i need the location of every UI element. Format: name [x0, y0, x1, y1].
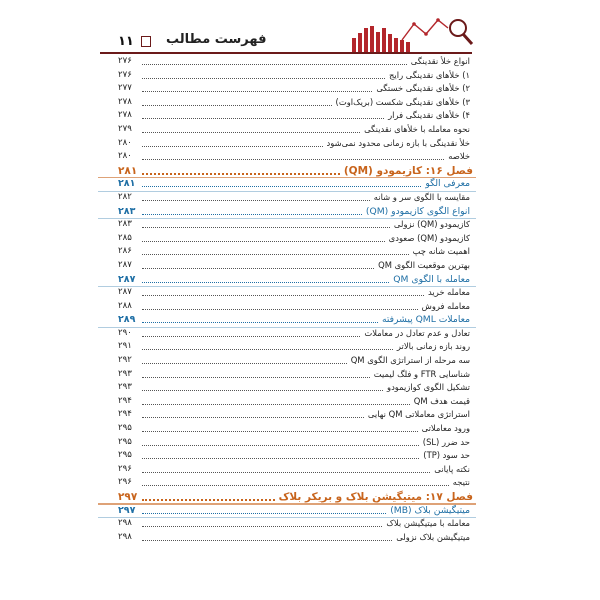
- toc-entry-row[interactable]: [98, 382, 476, 396]
- dot-leader: [142, 132, 360, 133]
- toc-entry-row[interactable]: [98, 328, 476, 342]
- toc-entry-title: معامله با میتیگیشن بلاک: [386, 518, 470, 529]
- toc-entry-title: تشکیل الگوی کوازیمودو: [387, 382, 470, 393]
- toc-page-number: ۲۸۷: [118, 273, 136, 285]
- toc-section-row[interactable]: [98, 314, 476, 328]
- toc-entry-row[interactable]: [98, 192, 476, 206]
- dot-leader: [142, 227, 390, 228]
- toc-entry-title: ۲) خلأهای نقدینگی خستگی: [376, 83, 470, 94]
- toc-entry-title: انواع الگوی کازیمودو (QM): [365, 205, 470, 217]
- dot-leader: [142, 241, 385, 242]
- dot-leader: [142, 472, 430, 473]
- toc-entry-row[interactable]: [98, 219, 476, 233]
- dot-leader: [142, 200, 370, 201]
- dot-leader: [142, 186, 421, 187]
- toc-entry-row[interactable]: [98, 532, 476, 546]
- toc-entry-title: خلأ نقدینگی با بازه زمانی محدود نمی‌شود: [326, 137, 470, 148]
- toc-entry-row[interactable]: [98, 233, 476, 247]
- dot-leader: [142, 309, 418, 310]
- dot-leader: [142, 377, 370, 378]
- toc-entry-row[interactable]: [98, 97, 476, 111]
- toc-page-number: ۲۸۵: [118, 232, 132, 243]
- dot-leader: [142, 118, 384, 119]
- dot-leader: [142, 417, 364, 418]
- toc-entry-title: میتیگیشن بلاک (MB): [390, 504, 470, 516]
- toc-entry-title: حد سود (TP): [423, 450, 470, 461]
- dot-leader: [142, 295, 424, 296]
- toc-page-number: ۲۷۶: [118, 56, 132, 66]
- toc-entry-row[interactable]: [98, 56, 476, 70]
- toc-entry-title: خلاصه: [448, 151, 470, 162]
- dot-leader: [142, 445, 419, 446]
- toc-entry-title: استراتژی معاملاتی QM نهایی: [367, 409, 470, 420]
- toc-page-number: ۲۹۱: [118, 341, 132, 352]
- toc-section-row[interactable]: [98, 178, 476, 192]
- toc-entry-title: کازیمودو (QM) نزولی: [393, 219, 470, 230]
- toc-page-number: ۲۹۵: [118, 423, 132, 434]
- toc-entry-title: مقایسه با الگوی سر و شانه: [373, 191, 470, 202]
- dot-leader: [142, 431, 418, 432]
- toc-entry-title: شناسایی FTR و فلگ لیمیت: [373, 368, 470, 379]
- toc-entry-title: اهمیت شانه چپ: [412, 246, 470, 257]
- dot-leader: [142, 268, 374, 269]
- toc-entry-title: ۴) خلأهای نقدینگی فرار: [388, 110, 470, 121]
- header-title: فهرست مطالب: [166, 32, 267, 47]
- toc-page-number: ۲۹۰: [118, 327, 132, 338]
- toc-chapter-row[interactable]: [98, 491, 476, 505]
- dot-leader: [142, 513, 386, 514]
- toc-entry-title: ۱) خلأهای نقدینگی رایج: [389, 69, 470, 80]
- toc-page-number: ۲۸۸: [118, 300, 132, 311]
- toc-entry-title: حد ضرر (SL): [422, 436, 470, 447]
- toc-entry-row[interactable]: [98, 369, 476, 383]
- toc-chapter-row[interactable]: [98, 165, 476, 179]
- toc-page-number: ۲۹۵: [118, 450, 132, 461]
- toc-entry-title: نتیجه: [452, 477, 470, 488]
- toc-entry-row[interactable]: [98, 396, 476, 410]
- toc-section-row[interactable]: [98, 505, 476, 519]
- toc-page-number: ۲۹۷: [118, 504, 136, 516]
- toc-page-number: ۲۹۵: [118, 436, 132, 447]
- toc-entry-title: سه مرحله از استراتژی الگوی QM: [350, 355, 470, 366]
- chart-magnifier-logo: [330, 14, 480, 54]
- toc-entry-title: نکته پایانی: [434, 463, 470, 474]
- dot-leader: [142, 526, 382, 527]
- toc-entry-title: انواع خلأ نقدینگی: [410, 56, 470, 66]
- dot-leader: [142, 390, 383, 391]
- toc-section-row[interactable]: [98, 274, 476, 288]
- toc-entry-row[interactable]: [98, 260, 476, 274]
- toc-entry-title: نحوه معامله با خلأهای نقدینگی: [364, 123, 470, 134]
- toc-page-number: ۲۹۶: [118, 463, 132, 474]
- toc-entry-title: معامله با الگوی QM: [393, 273, 470, 285]
- toc-entry-row[interactable]: [98, 124, 476, 138]
- toc-page-number: ۲۹۶: [118, 477, 132, 488]
- toc-entry-row[interactable]: [98, 287, 476, 301]
- toc-entry-title: فصل ۱۷: میتیگیشن بلاک و بریکر بلاک: [278, 491, 473, 503]
- toc-page-number: ۲۸۰: [118, 137, 132, 148]
- toc-page-number: ۲۹۲: [118, 355, 132, 366]
- toc-entry-title: معامله خرید: [427, 287, 470, 298]
- dot-leader: [142, 499, 275, 501]
- toc-entry-row[interactable]: [98, 423, 476, 437]
- toc-page-number: ۲۹۳: [118, 368, 132, 379]
- dot-leader: [142, 282, 389, 283]
- dot-leader: [142, 146, 323, 147]
- toc-page-number: ۲۸۳: [118, 219, 132, 230]
- toc-page-number: ۲۷۸: [118, 110, 132, 121]
- toc-entry-title: بهترین موقعیت الگوی QM: [378, 259, 470, 270]
- dot-leader: [142, 404, 410, 405]
- dot-leader: [142, 336, 360, 337]
- toc-entry-title: کازیمودو (QM) صعودی: [388, 232, 470, 243]
- toc-entry-title: فصل ۱۶: کازیمودو (QM): [343, 164, 473, 177]
- dot-leader: [142, 540, 392, 541]
- toc-entry-title: ۳) خلأهای نقدینگی شکست (بریک‌اوت): [335, 96, 470, 107]
- toc-page-number: ۲۸۶: [118, 246, 132, 257]
- toc-entry-row[interactable]: [98, 301, 476, 315]
- toc-page-number: ۲۹۳: [118, 382, 132, 393]
- dot-leader: [142, 105, 332, 106]
- toc-entry-row[interactable]: [98, 450, 476, 464]
- toc-entry-row[interactable]: [98, 138, 476, 152]
- toc-page-number: ۲۸۱: [118, 178, 136, 190]
- page-number: ۱۱: [118, 34, 134, 49]
- toc-entry-row[interactable]: [98, 83, 476, 97]
- table-of-contents: [98, 56, 476, 545]
- dot-leader: [142, 322, 378, 323]
- toc-page-number: ۲۷۶: [118, 69, 132, 80]
- toc-entry-row[interactable]: [98, 409, 476, 423]
- toc-entry-row[interactable]: [98, 464, 476, 478]
- toc-entry-title: تعادل و عدم تعادل در معاملات: [364, 327, 470, 338]
- toc-page-number: ۲۹۷: [118, 491, 138, 503]
- toc-page-number: ۲۸۱: [118, 164, 138, 177]
- toc-page-number: ۲۸۲: [118, 191, 132, 202]
- toc-page-number: ۲۷۹: [118, 123, 132, 134]
- toc-entry-title: قیمت هدف QM: [413, 395, 470, 406]
- toc-page-number: ۲۸۷: [118, 259, 132, 270]
- toc-page-number: ۲۸۰: [118, 151, 132, 162]
- toc-page-number: ۲۹۴: [118, 395, 132, 406]
- dot-leader: [142, 458, 419, 459]
- toc-page-number: ۲۷۸: [118, 96, 132, 107]
- dot-leader: [142, 78, 385, 79]
- toc-entry-row[interactable]: [98, 151, 476, 165]
- toc-entry-title: میتیگیشن بلاک نزولی: [396, 531, 470, 542]
- page-number-box: [141, 36, 151, 47]
- toc-entry-row[interactable]: [98, 246, 476, 260]
- dot-leader: [142, 214, 362, 215]
- dot-leader: [142, 363, 347, 364]
- toc-entry-title: معاملات QML پیشرفته: [381, 314, 470, 326]
- toc-page-number: ۲۹۸: [118, 531, 132, 542]
- dot-leader: [142, 485, 449, 486]
- toc-page-number: ۲۸۳: [118, 205, 136, 217]
- dot-leader: [142, 91, 372, 92]
- toc-entry-title: معرفی الگو: [425, 178, 470, 190]
- toc-entry-title: معامله فروش: [421, 300, 470, 311]
- toc-page-number: ۲۹۸: [118, 518, 132, 529]
- dot-leader: [142, 173, 340, 175]
- toc-page-number: ۲۷۷: [118, 83, 132, 94]
- toc-section-row[interactable]: [98, 206, 476, 220]
- toc-entry-title: روند بازه زمانی بالاتر: [396, 341, 470, 352]
- toc-entry-row[interactable]: [98, 437, 476, 451]
- toc-page-number: ۲۸۷: [118, 287, 132, 298]
- dot-leader: [142, 64, 407, 65]
- toc-entry-title: ورود معاملاتی: [421, 423, 470, 434]
- dot-leader: [142, 159, 444, 160]
- dot-leader: [142, 254, 409, 255]
- toc-entry-row[interactable]: [98, 477, 476, 491]
- toc-page-number: ۲۹۴: [118, 409, 132, 420]
- toc-page-number: ۲۸۹: [118, 314, 136, 326]
- toc-entry-row[interactable]: [98, 341, 476, 355]
- toc-entry-row[interactable]: [98, 518, 476, 532]
- toc-entry-row[interactable]: [98, 70, 476, 84]
- dot-leader: [142, 349, 393, 350]
- toc-entry-row[interactable]: [98, 110, 476, 124]
- toc-entry-row[interactable]: [98, 355, 476, 369]
